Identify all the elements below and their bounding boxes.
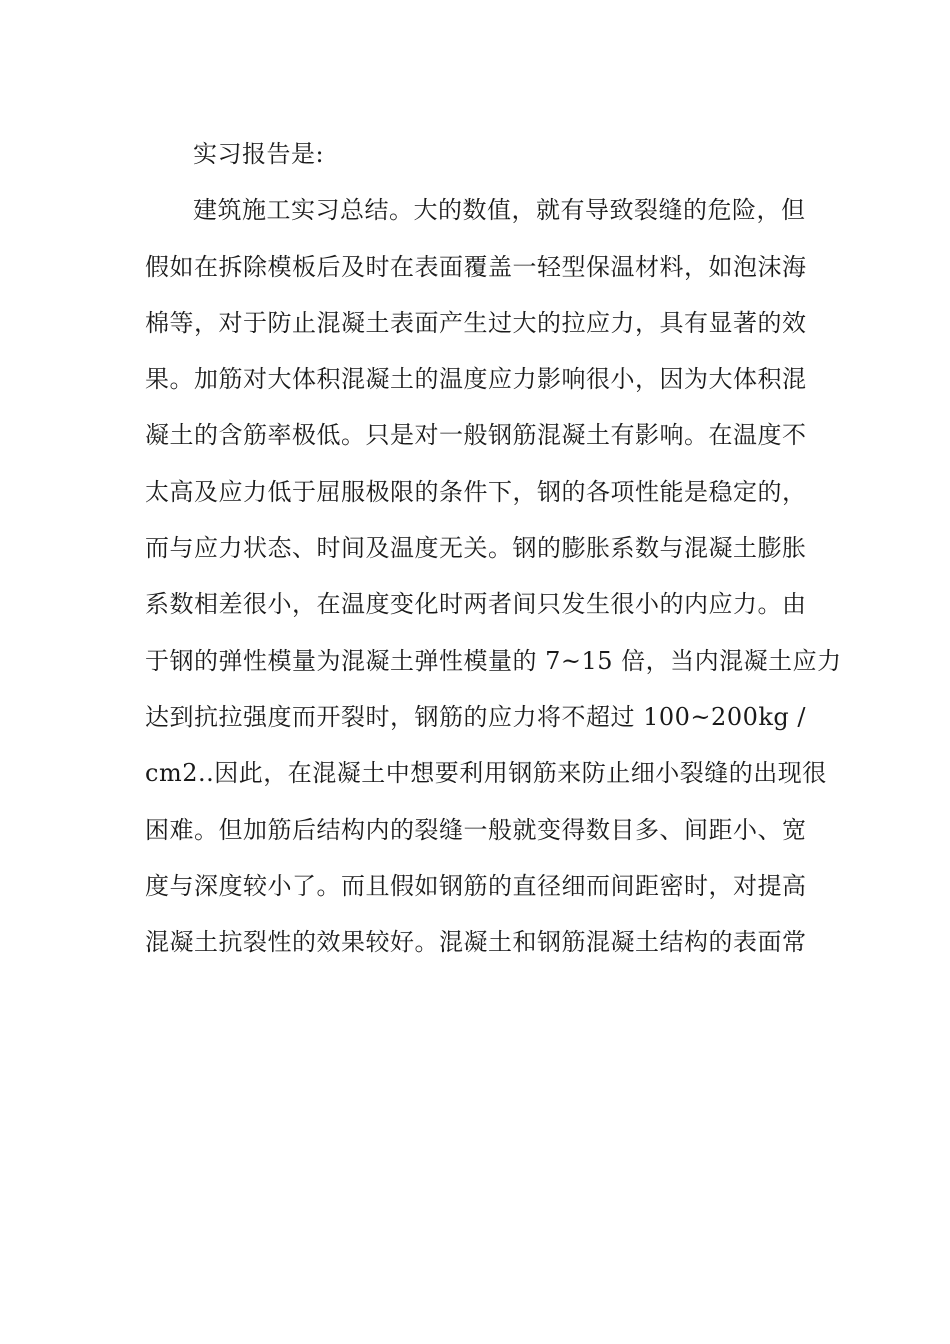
paragraph-line: 棉等，对于防止混凝土表面产生过大的拉应力，具有显著的效	[145, 308, 807, 337]
paragraph-line: cm2..因此，在混凝土中想要利用钢筋来防止细小裂缝的出现很	[145, 759, 827, 788]
paragraph-line: 系数相差很小，在温度变化时两者间只发生很小的内应力。由	[145, 590, 807, 619]
paragraph-heading-line: 实习报告是:	[193, 140, 325, 168]
paragraph-line: 凝土的含筋率极低。只是对一般钢筋混凝土有影响。在温度不	[145, 421, 807, 450]
paragraph-line: 达到抗拉强度而开裂时，钢筋的应力将不超过 100~200kg /	[145, 702, 806, 731]
paragraph-line-first: 建筑施工实习总结。大的数值，就有导致裂缝的危险，但	[193, 196, 806, 225]
document-body	[145, 132, 842, 976]
paragraph-line: 而与应力状态、时间及温度无关。钢的膨胀系数与混凝土膨胀	[145, 534, 807, 563]
paragraph-line: 果。加筋对大体积混凝土的温度应力影响很小，因为大体积混	[145, 365, 807, 394]
paragraph-line: 假如在拆除模板后及时在表面覆盖一轻型保温材料，如泡沫海	[145, 252, 807, 281]
paragraph-line: 困难。但加筋后结构内的裂缝一般就变得数目多、间距小、宽	[145, 815, 807, 844]
paragraph-line: 度与深度较小了。而且假如钢筋的直径细而间距密时，对提高	[145, 871, 807, 900]
paragraph-line: 太高及应力低于屈服极限的条件下，钢的各项性能是稳定的，	[145, 477, 807, 506]
paragraph-line: 混凝土抗裂性的效果较好。混凝土和钢筋混凝土结构的表面常	[145, 928, 807, 957]
paragraph-line: 于钢的弹性模量为混凝土弹性模量的 7~15 倍，当内混凝土应力	[145, 646, 842, 675]
